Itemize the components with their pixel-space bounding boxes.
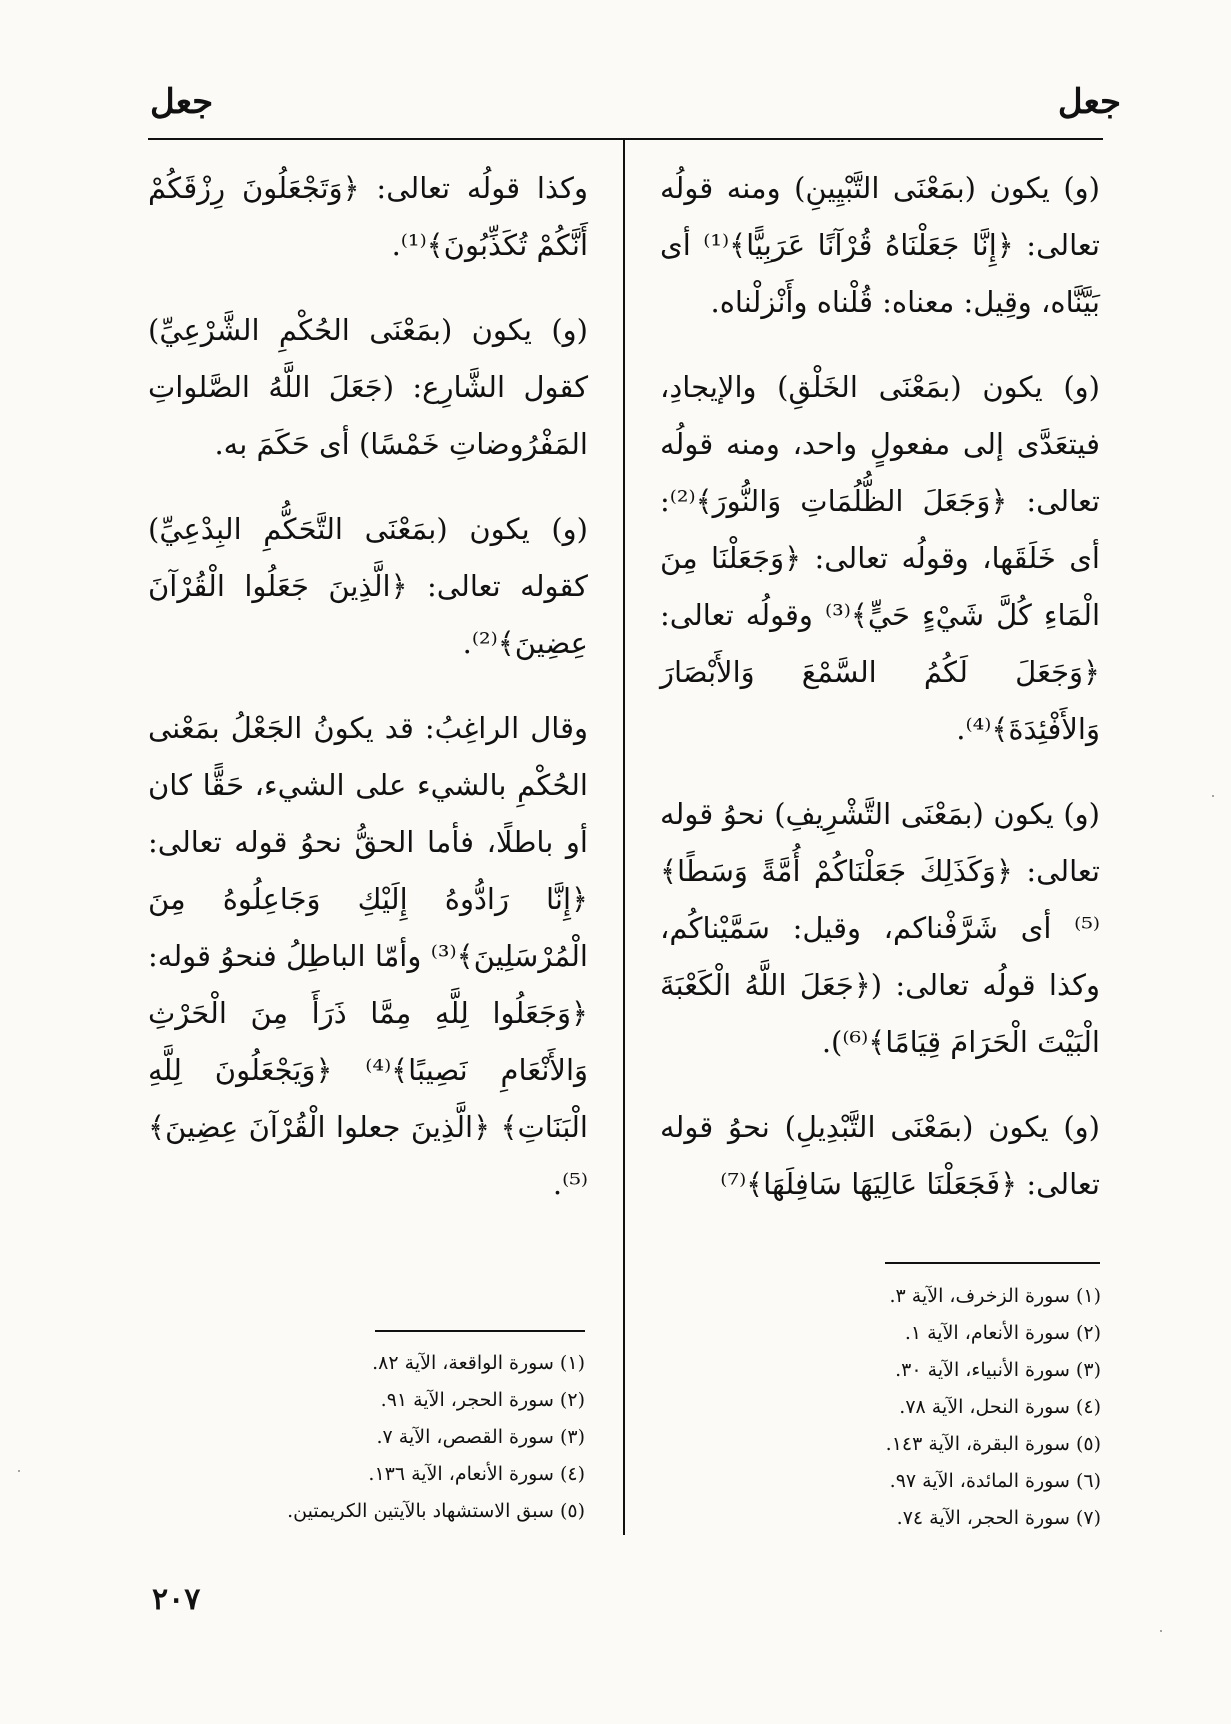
footnote: (٤) سورة الأنعام، الآية ١٣٦. xyxy=(368,1463,585,1485)
footnote: (٣) سورة القصص، الآية ٧. xyxy=(376,1426,585,1448)
footnote: (١) سورة الزخرف، الآية ٣. xyxy=(889,1285,1101,1307)
running-headword-left: جعل xyxy=(150,82,214,122)
entry-paragraph: وكذا قولُه تعالى: ﴿وَتَجْعَلُونَ رِزْقَكُمْ أَنَّكُمْ تُكَذِّبُونَ﴾⁽¹⁾. xyxy=(148,171,588,262)
footnote: (٥) سبق الاستشهاد بالآيتين الكريمتين. xyxy=(287,1500,585,1522)
entry-paragraph: (و) يكون (بمَعْنَى الحُكْمِ الشَّرْعِيِّ) كقول الشَّارِع: (جَعَلَ اللَّهُ الصَّلواتِ المَفْرُوضاتِ خَمْسًا) أى حَكَمَ به. xyxy=(148,313,588,461)
scan-speck xyxy=(1212,795,1214,797)
header-rule xyxy=(148,138,1103,140)
footnote: (١) سورة الواقعة، الآية ٨٢. xyxy=(372,1352,585,1374)
entry-paragraph: (و) يكون (بمَعْنَى التَّحَكُّمِ البِدْعِيِّ) كقوله تعالى: ﴿الَّذِينَ جَعَلُوا الْقُرْآنَ عِضِينَ﴾⁽²⁾. xyxy=(148,512,588,660)
entry-paragraph: (و) يكون (بمَعْنَى التَّشْرِيفِ) نحوُ قوله تعالى: ﴿وَكَذَلِكَ جَعَلْنَاكُمْ أُمَّةً وَسَطًا﴾⁽⁵⁾ أى شَرَّفْناكم، وقيل: سَمَّيْناكُم، وكذا قولُه تعالى: (﴿جَعَلَ اللَّهُ الْكَعْبَةَ الْبَيْتَ الْحَرَامَ قِيَامًا﴾⁽⁶⁾). xyxy=(660,797,1100,1059)
left-column xyxy=(148,160,588,1241)
footnote: (٥) سورة البقرة، الآية ١٤٣. xyxy=(885,1433,1101,1455)
footnote-rule-right xyxy=(885,1262,1100,1264)
scan-speck xyxy=(1160,1630,1162,1632)
footnote: (٣) سورة الأنبياء، الآية ٣٠. xyxy=(895,1359,1101,1381)
footnotes-right xyxy=(841,1278,1101,1537)
scan-speck xyxy=(18,1470,20,1472)
footnote: (٤) سورة النحل، الآية ٧٨. xyxy=(899,1396,1101,1418)
footnote: (٢) سورة الحجر، الآية ٩١. xyxy=(380,1389,585,1411)
column-divider xyxy=(623,140,625,1535)
entry-paragraph: (و) يكون (بمَعْنَى التَّبْيِينِ) ومنه قولُه تعالى: ﴿إِنَّا جَعَلْنَاهُ قُرْآنًا عَرَبِيًّا﴾⁽¹⁾ أى بَيَّنَّاه، وقِيل: معناه: قُلْناه وأَنْزلْناه. xyxy=(660,171,1100,319)
footnote: (٧) سورة الحجر، الآية ٧٤. xyxy=(896,1507,1101,1529)
right-column xyxy=(660,160,1100,1241)
entry-paragraph: (و) يكون (بمَعْنَى الخَلْقِ) والإيجادِ، فيتعَدَّى إلى مفعولٍ واحد، ومنه قولُه تعالى: ﴿وَجَعَلَ الظُّلُمَاتِ وَالنُّورَ﴾⁽²⁾: أى خَلَقَها، وقولُه تعالى: ﴿وَجَعَلْنَا مِنَ الْمَاءِ كُلَّ شَيْءٍ حَيٍّ﴾⁽³⁾ وقولُه تعالى: ﴿وَجَعَلَ لَكُمُ السَّمْعَ وَالأَبْصَارَ وَالأَفْئِدَةَ﴾⁽⁴⁾. xyxy=(660,370,1101,746)
running-headword-right: جعل xyxy=(1057,82,1121,122)
entry-paragraph: وقال الراغِبُ: قد يكونُ الجَعْلُ بمَعْنى الحُكْمِ بالشيء على الشيء، حَقًّا كان أو باطلًا، فأما الحقُّ نحوُ قوله تعالى: ﴿إِنَّا رَادُّوهُ إِلَيْكِ وَجَاعِلُوهُ مِنَ الْمُرْسَلِينَ﴾⁽³⁾ وأمّا الباطِلُ فنحوُ قوله: ﴿وَجَعَلُوا لِلَّهِ مِمَّا ذَرَأَ مِنَ الْحَرْثِ وَالأَنْعَامِ نَصِيبًا﴾⁽⁴⁾ ﴿وَيَجْعَلُونَ لِلَّهِ الْبَنَاتِ﴾ ﴿الَّذِينَ جعلوا الْقُرْآنَ عِضِينَ﴾⁽⁵⁾. xyxy=(148,711,589,1201)
entry-paragraph: (و) يكون (بمَعْنَى التَّبْدِيلِ) نحوُ قوله تعالى: ﴿فَجَعَلْنَا عَالِيَهَا سَافِلَهَا﴾⁽⁷⁾ xyxy=(660,1110,1100,1201)
footnote: (٦) سورة المائدة، الآية ٩٧. xyxy=(889,1470,1101,1492)
footnotes-left xyxy=(270,1345,585,1530)
footnote-rule-left xyxy=(375,1330,585,1332)
footnote: (٢) سورة الأنعام، الآية ١. xyxy=(904,1322,1101,1344)
page-number: ٢٠٧ xyxy=(152,1582,201,1617)
